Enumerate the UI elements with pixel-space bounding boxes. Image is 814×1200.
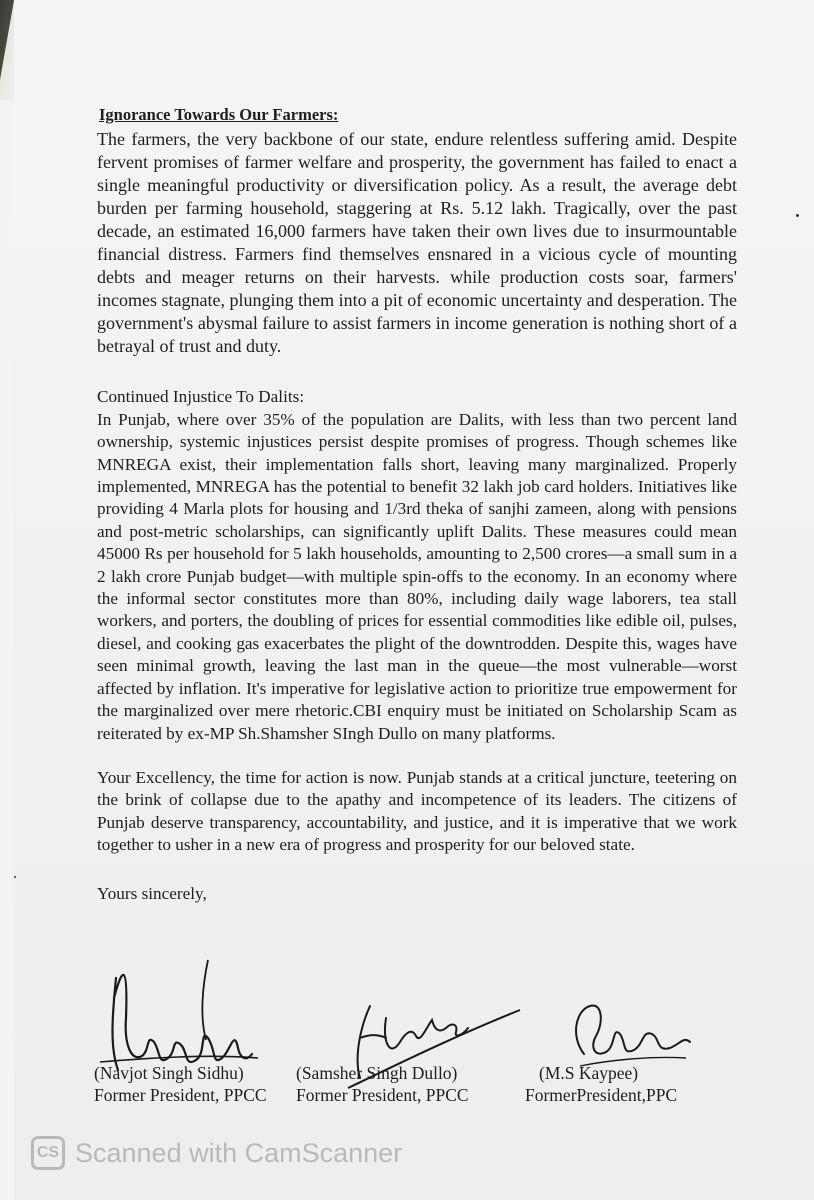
closing-line: Yours sincerely,: [97, 883, 207, 903]
farmers-paragraph: The farmers, the very backbone of our state, endure relentless suffering amid. Despite fervent promises of farmer welfare and prosperity, the government has failed to enact a single meaningful productivity or diversification policy. As a result, the average debt burden per farming household, staggering at Rs. 5.12 lakh. Tragically, over the past decade, an estimated 16,000 farmers have taken their own lives due to insurmountable financial distress. Farmers find themselves ensnared in a vicious cycle of mounting debts and meager returns on their harvests. while production costs soar, farmers' incomes stagnate, plunging them into a pit of economic uncertainty and desperation. The government's abysmal failure to assist farmers in income generation is nothing short of a betrayal of trust and duty.: [97, 129, 737, 357]
section-heading-dalits: Continued Injustice To Dalits:: [97, 387, 305, 407]
speck: [796, 214, 799, 217]
signatory-block-kaypee: [525, 1062, 677, 1106]
appeal-paragraph: Your Excellency, the time for action is now. Punjab stands at a critical juncture, teetering on the brink of collapse due to the apathy and incompetence of its leaders. The citizens of Punjab deserve transparency, accountability, and justice, and it is imperative that we work together to usher in a new era of progress and prosperity for our beloved state.: [97, 767, 737, 855]
signatory-name: (M.S Kaypee): [539, 1063, 639, 1083]
speck: [14, 876, 16, 878]
camscanner-watermark: [31, 1136, 402, 1170]
section-heading-farmers: Ignorance Towards Our Farmers:: [99, 105, 339, 124]
dalits-paragraph: In Punjab, where over 35% of the population are Dalits, with less than two percent land ownership, systemic injustices persist despite promises of progress. Though schemes like MNREGA exist, their implementation falls short, leaving many marginalized. Properly implemented, MNREGA has the potential to benefit 32 lakh job card holders. Initiatives like providing 4 Marla plots for housing and 1/3rd theka of sanjhi zameen, along with pensions and post-metric scholarships, can significantly uplift Dalits. These measures could mean 45000 Rs per household for 5 lakh households, amounting to 2,500 crores—a small sum in a 2 lakh crore Punjab budget—with multiple spin-offs to the economy. In an economy where the informal sector constitutes more than 80%, including daily wage laborers, tea stall workers, and porters, the doubling of prices for essential commodities like edible oil, pulses, diesel, and cooking gas exacerbates the plight of the downtrodden. Despite this, wages have seen minimal growth, leaving the last man in the queue—the most vulnerable—worst affected by inflation. It's imperative for legislative action to prioritize true empowerment for the marginalized over mere rhetoric.CBI enquiry must be initiated on Scholarship Scam as reiterated by ex-MP Sh.Shamsher SIngh Dullo on many platforms.: [97, 409, 737, 743]
letter-body: [97, 104, 737, 905]
signatory-name: (Navjot Singh Sidhu): [94, 1063, 244, 1083]
watermark-text: Scanned with CamScanner: [75, 1137, 403, 1168]
camscanner-logo-icon: CS: [31, 1136, 65, 1170]
signatory-block-dullo: [296, 1062, 469, 1106]
signatory-title: Former President, PPCC: [94, 1085, 267, 1105]
signature-sidhu: [88, 958, 288, 1078]
signatory-title: FormerPresident,PPC: [525, 1085, 678, 1105]
signatory-title: Former President, PPCC: [296, 1085, 469, 1105]
signatory-name: (Samsher Singh Dullo): [296, 1063, 458, 1083]
signatory-block-sidhu: [94, 1062, 267, 1106]
